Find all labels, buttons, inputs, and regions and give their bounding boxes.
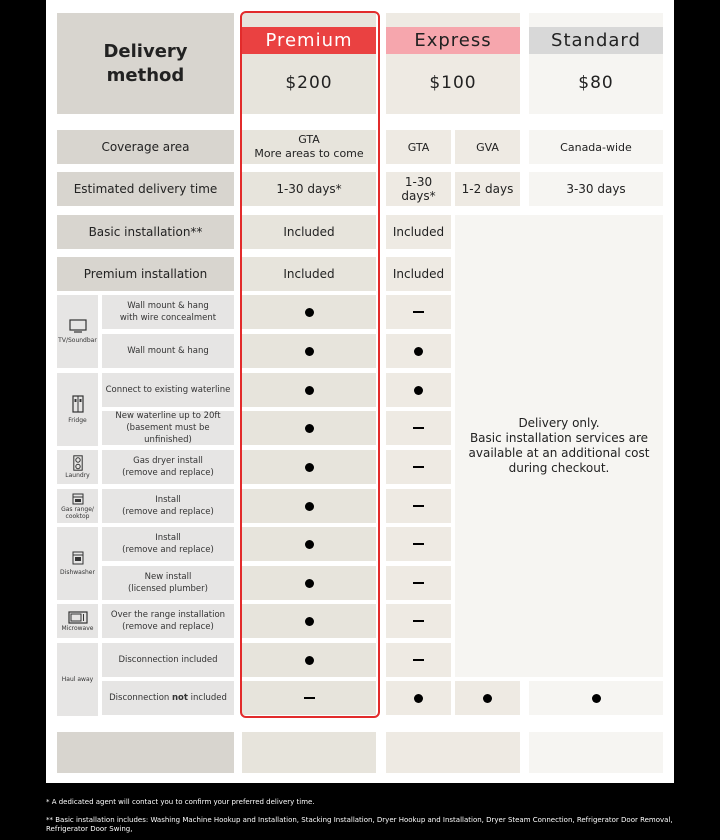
service-text-pre: Disconnection — [109, 693, 172, 703]
standard-delivery-time: 3-30 days — [529, 172, 663, 206]
category-haul-away — [57, 643, 98, 716]
bottom-label-cell — [57, 732, 234, 773]
category-fridge-label: Fridge — [68, 417, 87, 424]
service-range-install — [102, 489, 234, 523]
service-line-1: Install — [155, 495, 181, 505]
service-fridge-existing-waterline: Connect to existing waterline — [102, 373, 234, 407]
tv-icon — [69, 319, 87, 333]
service-line-1: Install — [155, 533, 181, 543]
premium-column-highlight — [240, 11, 380, 718]
express-availability-cell — [386, 566, 451, 600]
fridge-icon — [72, 395, 84, 413]
express-delivery-time-b: 1-2 days — [455, 172, 520, 206]
service-line-2: (basement must be unfinished) — [126, 423, 210, 445]
service-line-1: Wall mount & hang — [127, 301, 209, 311]
express-availability-cell — [386, 334, 451, 368]
premium-tier-label: Premium — [242, 27, 376, 54]
premium-price: $200 — [285, 73, 333, 93]
standard-note-line-3: available at an additional cost — [468, 446, 650, 460]
service-laundry-gas-dryer — [102, 450, 234, 484]
express-coverage-a: GTA — [386, 130, 451, 164]
not-available-dash — [413, 505, 424, 507]
service-line-1: New waterline up to 20ft — [115, 411, 221, 421]
premium-premium-installation: Included — [242, 257, 376, 291]
premium-delivery-time: 1-30 days* — [242, 172, 376, 206]
dishwasher-icon — [72, 551, 84, 565]
service-dishwasher-install — [102, 527, 234, 561]
standard-haul-not-included — [529, 681, 663, 715]
washer-icon — [73, 455, 83, 471]
express-bottom-cell — [386, 732, 520, 773]
heading-line-1: Delivery — [103, 40, 188, 62]
standard-note-line-4: during checkout. — [508, 461, 610, 475]
available-dot — [483, 694, 492, 703]
microwave-icon — [68, 611, 88, 624]
category-fridge — [57, 373, 98, 446]
service-microwave-otr — [102, 604, 234, 638]
express-availability-cell — [386, 604, 451, 638]
express-tier-label: Express — [386, 27, 520, 54]
service-line-2: (remove and replace) — [122, 507, 214, 517]
express-premium-installation: Included — [386, 257, 451, 291]
standard-delivery-only-note — [455, 215, 663, 677]
category-range-label: Gas range/ cooktop — [61, 505, 94, 520]
premium-basic-installation: Included — [242, 215, 376, 249]
premium-coverage-line-1: GTA — [298, 133, 320, 146]
category-haul-label: Haul away — [61, 676, 94, 683]
service-line-2: (licensed plumber) — [128, 584, 208, 594]
service-haul-disconnection-included: Disconnection included — [102, 643, 234, 677]
not-available-dash — [413, 659, 424, 661]
standard-price: $80 — [578, 73, 614, 93]
range-icon — [72, 493, 84, 505]
basic-installation-label: Basic installation** — [57, 215, 234, 249]
express-availability-cell — [386, 295, 451, 329]
service-tv-wall-mount-concealment — [102, 295, 234, 329]
service-line-2: (remove and replace) — [122, 622, 214, 632]
standard-note-line-1: Delivery only. — [518, 416, 600, 430]
express-delivery-time-a: 1-30 days* — [386, 172, 451, 206]
category-tv-label: TV/Soundbar — [58, 337, 97, 344]
express-b-haul-not-included — [455, 681, 520, 715]
standard-note-line-2: Basic installation services are — [469, 431, 649, 445]
express-price: $100 — [429, 73, 477, 93]
not-available-dash — [413, 620, 424, 622]
category-dishwasher — [57, 527, 98, 600]
express-basic-installation: Included — [386, 215, 451, 249]
service-line-2: with wire concealment — [119, 313, 217, 323]
service-line-2: (remove and replace) — [122, 545, 214, 555]
service-tv-wall-mount: Wall mount & hang — [102, 334, 234, 368]
category-microwave-label: Microwave — [61, 624, 94, 632]
service-line-1: New install — [144, 572, 192, 582]
express-availability-cell — [386, 450, 451, 484]
available-dot — [414, 386, 423, 395]
category-laundry-label: Laundry — [65, 472, 90, 479]
not-available-dash — [413, 466, 424, 468]
footnote-1: * A dedicated agent will contact you to confirm your preferred delivery time. — [46, 798, 315, 806]
service-line-1: Gas dryer install — [133, 456, 203, 466]
express-availability-cell — [386, 489, 451, 523]
express-coverage-b: GVA — [455, 130, 520, 164]
service-line-2: (remove and replace) — [122, 468, 214, 478]
service-line-1: Over the range installation — [110, 610, 226, 620]
category-microwave — [57, 604, 98, 638]
premium-installation-label: Premium installation — [57, 257, 234, 291]
available-dot — [414, 347, 423, 356]
not-available-dash — [413, 543, 424, 545]
service-text-bold: not — [172, 693, 188, 703]
category-gas-range — [57, 489, 98, 523]
service-dishwasher-new-install — [102, 566, 234, 600]
standard-coverage: Canada-wide — [529, 130, 663, 164]
service-haul-disconnection-not-included — [102, 681, 234, 715]
coverage-area-label: Coverage area — [57, 130, 234, 164]
service-fridge-new-waterline — [102, 411, 234, 445]
premium-coverage-line-2: More areas to come — [254, 147, 364, 160]
not-available-dash — [413, 582, 424, 584]
available-dot — [414, 694, 423, 703]
premium-bottom-cell — [242, 732, 376, 773]
not-available-dash — [413, 311, 424, 313]
not-available-dash — [413, 427, 424, 429]
delivery-time-label: Estimated delivery time — [57, 172, 234, 206]
express-availability-cell — [386, 411, 451, 445]
heading-line-2: method — [106, 64, 185, 86]
express-availability-cell — [386, 681, 451, 715]
category-laundry — [57, 450, 98, 484]
service-text-post: included — [187, 693, 227, 703]
available-dot — [592, 694, 601, 703]
standard-tier-label: Standard — [529, 27, 663, 54]
express-availability-cell — [386, 373, 451, 407]
category-dishwasher-label: Dishwasher — [60, 569, 95, 576]
category-tv-soundbar — [57, 295, 98, 368]
delivery-method-heading — [57, 13, 234, 114]
express-availability-cell — [386, 643, 451, 677]
footnote-2: ** Basic installation includes: Washing Machine Hookup and Installation, Stacking Installation, Dryer Hookup and Installation, Dryer Steam Connection, Refrigerator Door Removal, Refrigerator Door Swing, — [46, 816, 673, 833]
express-availability-cell — [386, 527, 451, 561]
standard-bottom-cell — [529, 732, 663, 773]
